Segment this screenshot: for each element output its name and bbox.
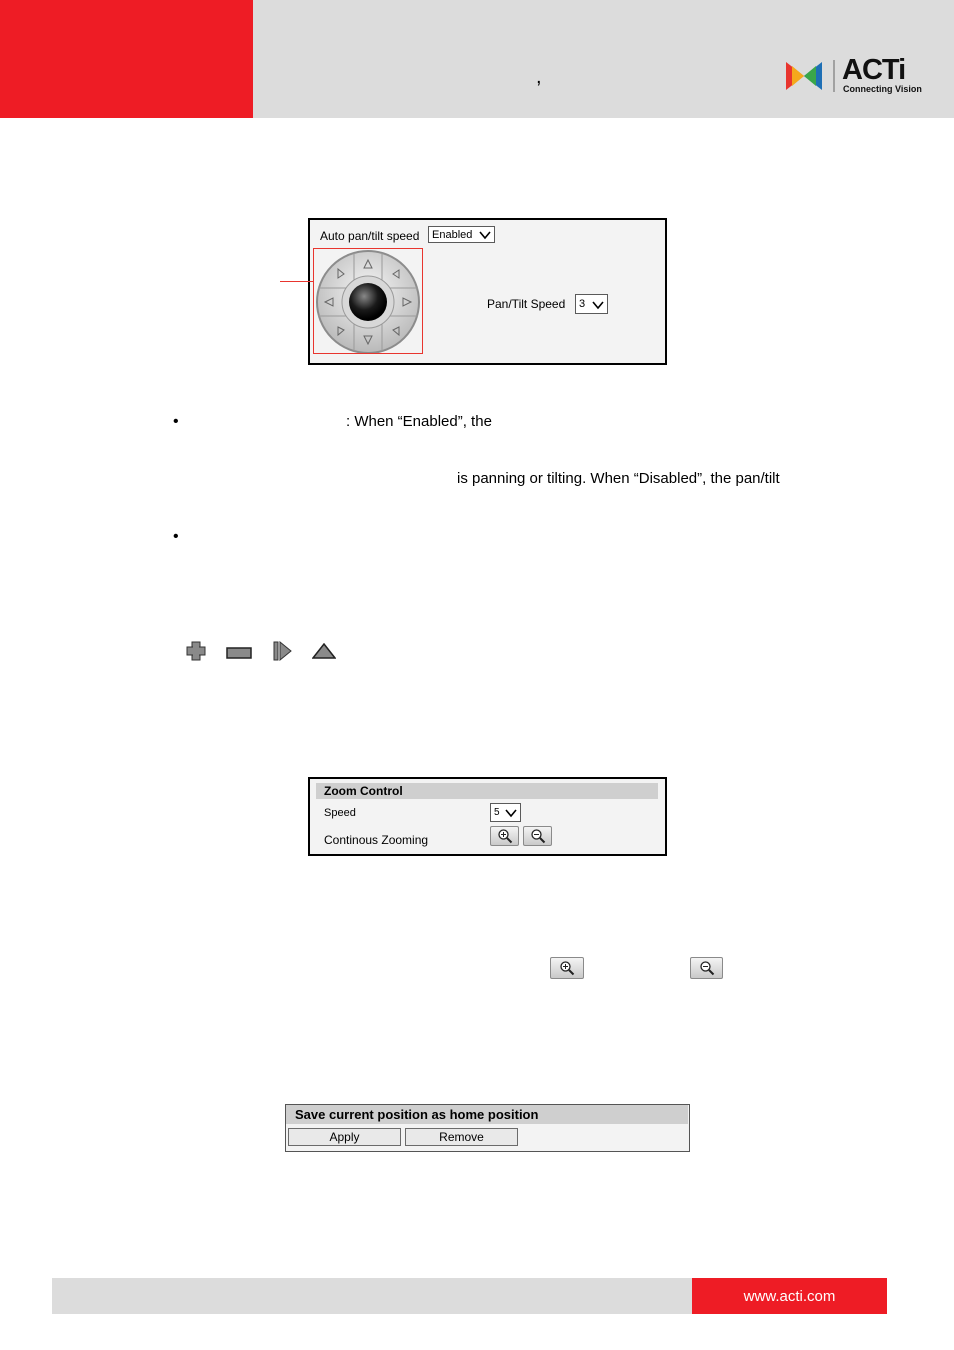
- bullet-marker: •: [173, 528, 179, 545]
- zoom-in-inline-icon: [550, 957, 584, 979]
- zoom-out-icon: [530, 828, 546, 844]
- auto-pan-tilt-value: Enabled: [432, 228, 473, 241]
- footer-bar: [52, 1278, 692, 1314]
- bullet-1-continuation: is panning or tilting. When “Disabled”, the pan/tilt: [457, 470, 780, 487]
- zoom-out-inline-icon: [690, 957, 723, 979]
- zoom-speed-select[interactable]: [490, 803, 521, 822]
- footer-url[interactable]: www.acti.com: [692, 1278, 887, 1314]
- chevron-down-icon: [591, 298, 605, 312]
- zoom-in-icon: [559, 960, 575, 976]
- zoom-control-title: Zoom Control: [316, 783, 658, 799]
- chevron-down-icon: [504, 806, 518, 820]
- apply-button[interactable]: Apply: [288, 1128, 401, 1146]
- bullet-marker: •: [173, 413, 179, 430]
- zoom-out-icon: [699, 960, 715, 976]
- continuous-zooming-label: Continous Zooming: [324, 833, 429, 847]
- zoom-in-icon: [497, 828, 513, 844]
- pan-tilt-speed-label: Pan/Tilt Speed: [487, 297, 566, 311]
- logo-wordmark: ACTi: [842, 54, 906, 86]
- plus-icon: [186, 641, 206, 661]
- zoom-out-button[interactable]: [523, 826, 552, 846]
- header-comma: ,: [536, 66, 542, 88]
- chevron-down-icon: [478, 228, 492, 242]
- remove-button[interactable]: Remove: [405, 1128, 518, 1146]
- auto-pan-tilt-label: Auto pan/tilt speed: [320, 229, 420, 243]
- home-position-title: Save current position as home position: [286, 1105, 688, 1124]
- step-forward-icon: [272, 641, 292, 661]
- zoom-speed-label: Speed: [324, 807, 356, 819]
- minus-icon: [226, 647, 252, 659]
- zoom-speed-value: 5: [494, 807, 500, 818]
- joystick-highlight-box: [313, 248, 423, 354]
- logo-tagline: Connecting Vision: [843, 84, 922, 94]
- header-red-block: [0, 0, 253, 118]
- triangle-up-icon: [312, 643, 336, 659]
- zoom-in-button[interactable]: [490, 826, 519, 846]
- auto-pan-tilt-select[interactable]: [428, 226, 495, 243]
- bullet-1-text: : When “Enabled”, the: [346, 413, 492, 430]
- pan-tilt-speed-value: 3: [579, 298, 586, 310]
- pan-tilt-speed-select[interactable]: [575, 294, 608, 314]
- callout-line: [280, 281, 314, 282]
